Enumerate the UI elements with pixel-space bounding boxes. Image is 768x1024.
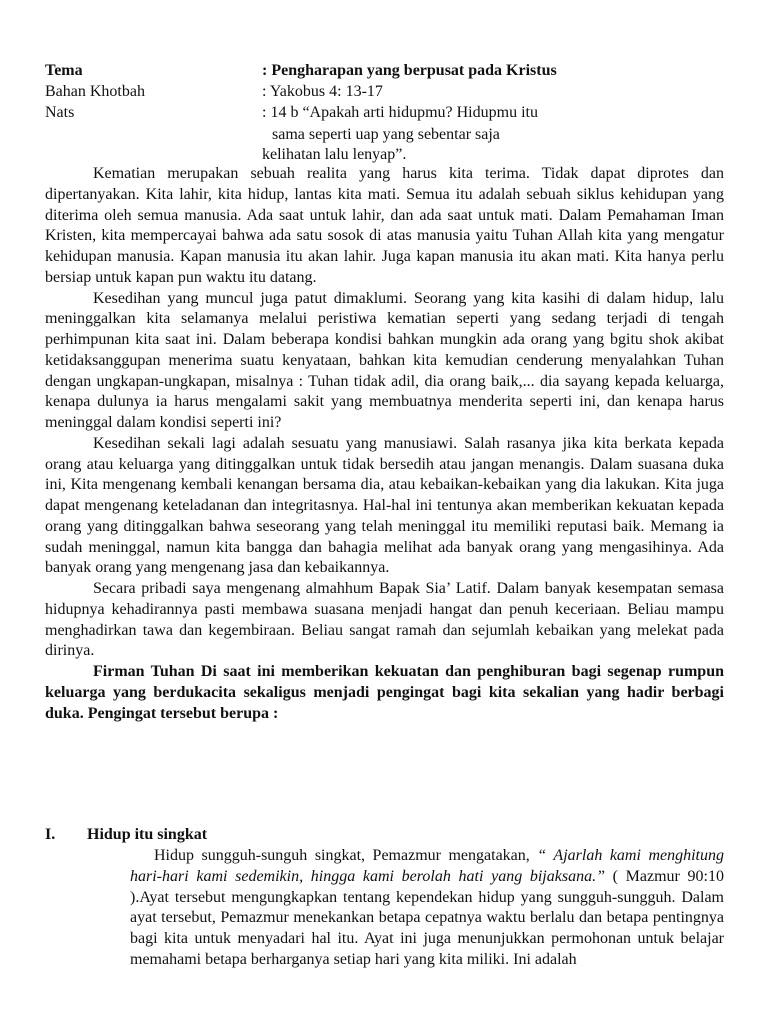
nats-line-2: sama seperti uap yang sebentar saja [272, 126, 500, 143]
nats-line-1: : 14 b “Apakah arti hidupmu? Hidupmu itu [262, 104, 538, 121]
nats-label: Nats [45, 104, 75, 121]
section-body [130, 846, 724, 971]
sermon-body [45, 164, 724, 724]
section-text-after: ( Mazmur 90:10 ).Ayat tersebut mengungkapkan tentang kependekan hidup yang sungguh-sungguh. Dalam ayat tersebut, Pemazmur menekankan betapa cepatnya waktu berlalu dan betapa pentingnya bagi kita untuk menyadari hal itu. Ayat ini juga menunjukkan permohonan untuk belajar memahami betapa berharganya setiap hari yang kita miliki. Ini adalah [130, 867, 724, 968]
paragraph-firman-tuhan: Firman Tuhan Di saat ini memberikan kekuatan dan penghiburan bagi segenap rumpun keluarga yang berdukacita sekaligus menjadi pengingat bagi kita sekalian yang hadir berbagi duka. Pengingat tersebut berupa : [45, 663, 724, 722]
paragraph-kenangan: Secara pribadi saya mengenang almahhum Bapak Sia’ Latif. Dalam banyak kesempatan semasa hidupnya kehadirannya pasti membawa suasana menjadi hangat dan penuh keceriaan. Beliau mampu menghadirkan tawa dan kegembiraan. Beliau sangat ramah dan sejumlah kebaikan yang melekat pada dirinya. [45, 580, 724, 660]
bahan-khotbah-value: : Yakobus 4: 13-17 [262, 83, 383, 100]
psalm-quote: “ Ajarlah kami menghitung hari-hari kami sedemikin, hingga kami berolah hati yang bijaksana.” [130, 847, 724, 885]
section-number: I. [45, 826, 56, 843]
tema-value: : Pengharapan yang berpusat pada Kristus [262, 62, 557, 79]
paragraph-kesedihan: Kesedihan yang muncul juga patut dimaklumi. Seorang yang kita kasihi di dalam hidup, lalu meninggalkan kita selamanya melalui peristiwa kematian seperti yang sedang terjadi di tengah perhimpunan kita saat ini. Dalam beberapa kondisi bahkan mungkin ada orang yang bgitu shok akibat ketidaksanggupan menerima suatu kenyataan, bahkan kita kemudian cenderung menyalahkan Tuhan dengan ungkapan-ungkapan, misalnya : Tuhan tidak adil, dia orang baik,... dia sayang kepada keluarga, kenapa dulunya ia harus mengalami sakit yang membuatnya menderita seperti ini, dan kenapa harus meninggal dalam kondisi seperti ini? [45, 289, 724, 431]
section-title: Hidup itu singkat [87, 826, 208, 843]
paragraph-kematian: Kematian merupakan sebuah realita yang harus kita terima. Tidak dapat diprotes dan dipertanyakan. Kita lahir, kita hidup, lantas kita mati. Semua itu adalah sebuah siklus kehidupan yang diterima oleh semua manusia. Ada saat untuk lahir, dan ada saat untuk mati. Dalam Pemahaman Iman Kristen, kita mempercayai bahwa ada satu sosok di atas manusia yaitu Tuhan Allah kita yang mengatur kehidupan manusia. Kapan manusia itu akan lahir. Juga kapan manusia itu akan mati. Kita hanya perlu bersiap untuk kapan pun waktu itu datang. [45, 165, 724, 286]
bahan-khotbah-label: Bahan Khotbah [45, 83, 145, 100]
paragraph-manusiawi: Kesedihan sekali lagi adalah sesuatu yang manusiawi. Salah rasanya jika kita berkata kepada orang atau keluarga yang ditinggalkan untuk tidak bersedih atau jangan menangis. Dalam suasana duka ini, Kita mengenang kembali kenangan bersama dia, atau kebaikan-kebaikan yang dia lakukan. Kita juga dapat mengenang keteladanan dan integritasnya. Hal-hal ini tentunya akan memberikan kekuatan kepada orang yang ditinggalkan bahwa seseorang yang telah meninggal itu memiliki reputasi baik. Memang ia sudah meninggal, namun kita bangga dan bahagia melihat ada banyak orang yang mengasihinya. Ada banyak orang yang mengenang jasa dan kebaikannya. [45, 434, 724, 577]
section-paragraph [130, 846, 724, 971]
nats-line-3: kelihatan lalu lenyap”. [262, 146, 407, 163]
tema-label: Tema [45, 62, 83, 79]
section-text-before: Hidup sungguh-sunguh singkat, Pemazmur mengatakan, [154, 847, 538, 864]
section-heading [45, 824, 724, 845]
